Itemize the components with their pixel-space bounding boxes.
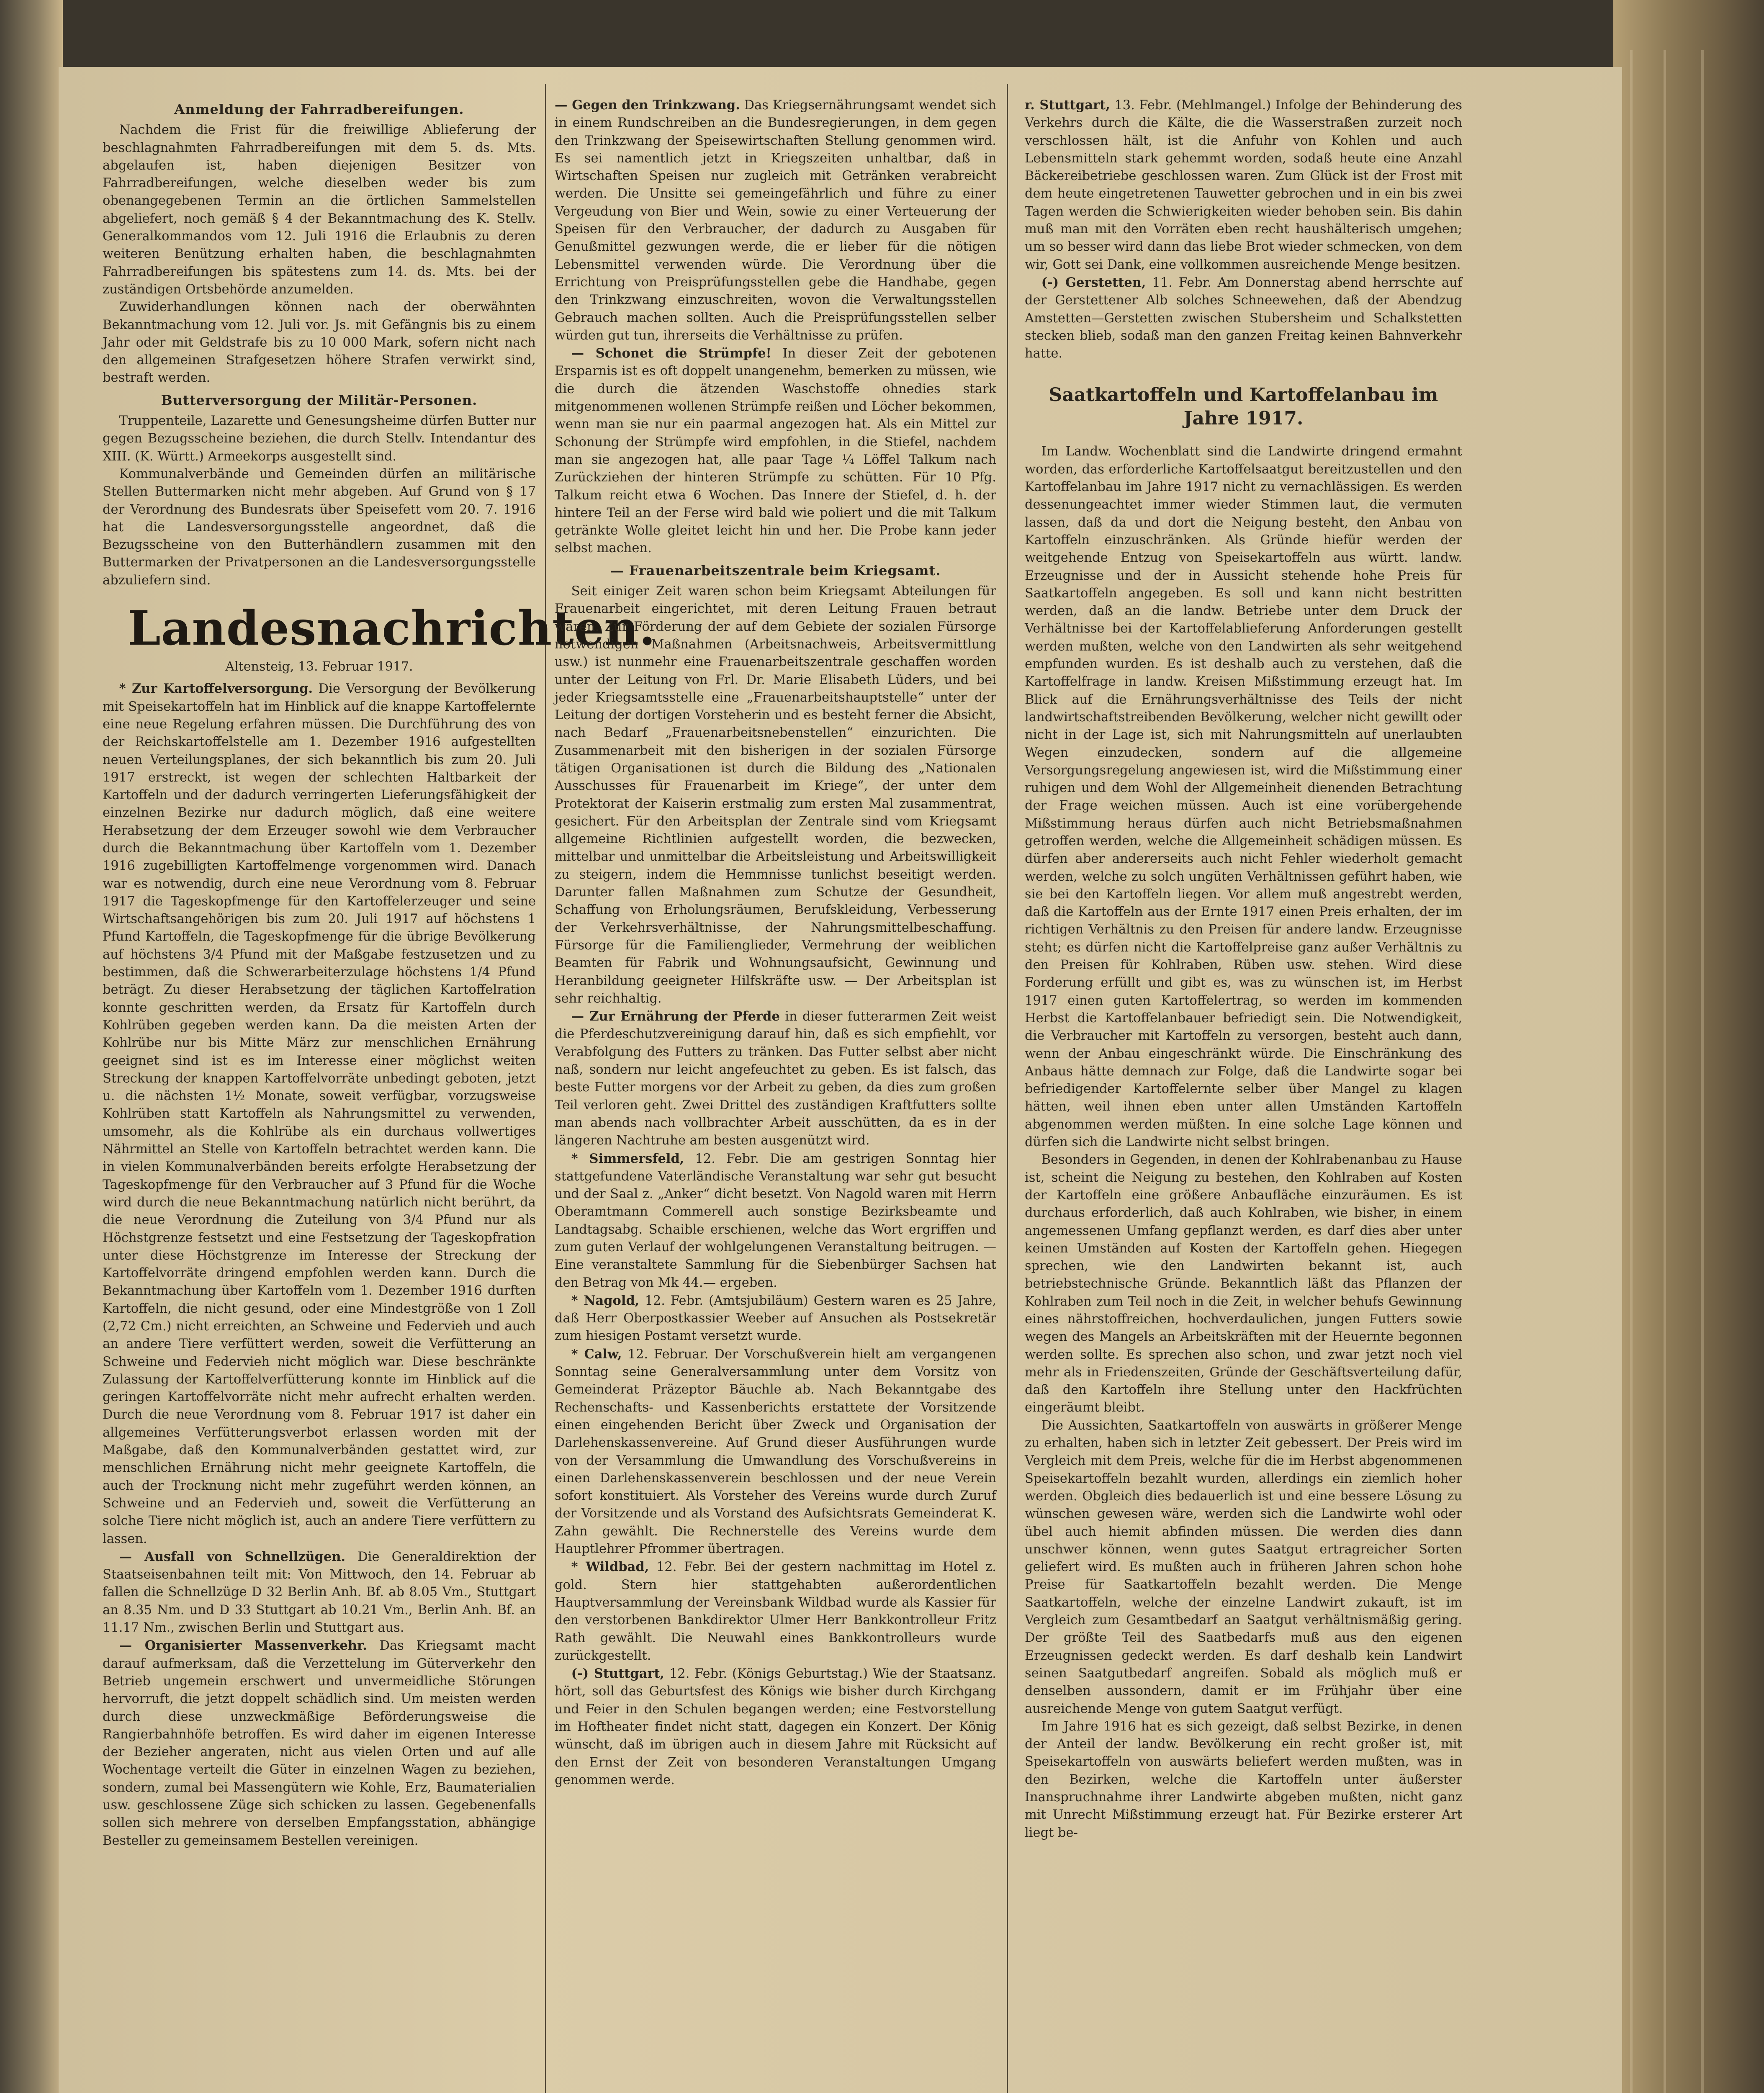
article-text: 12. Febr. (Königs Geburtstag.) Wie der Staatsanz. hört, soll das Geburtsfest des Königs wie bisher durch Kirchgang und Feier in den Schulen begangen werden; eine Festvorstellung im Hoftheater findet nicht statt, dagegen ein Konzert. Der König wünscht, daß im übrigen auch in diesem Jahre mit Rücksicht auf den Ernst der Zeit von besonderen Veranstaltungen Umgang genommen werde. xyxy=(555,1666,996,1787)
column-rule xyxy=(1007,84,1008,2093)
article-text: 12. Februar. Der Vorschußverein hielt am vergangenen Sonntag seine Generalversammlung unter dem Vorsitz von Gemeinderat Präzeptor Bäuchle ab. Nach Bekanntgabe des Rechenschafts- und Kassenberichts erstattete der Vorsitzende einen eingehenden Bericht über Zweck und Organisation der Darlehenskassenvereine. Auf Grund dieser Ausführungen wurde von der Versammlung die Umwandlung des Vorschußvereins in einen Darlehenskassenverein beschlossen und der neue Verein sofort konstituiert. Als Vorsteher des Vereins wurde durch Zuruf der Vorsitzende und als Vorstand des Aufsichtsrats Gemeinderat K. Zahn gewählt. Die Rechnerstelle des Vereins wurde dem Hauptlehrer Pfrommer übertragen. xyxy=(555,1347,996,1557)
paragraph: Besonders in Gegenden, in denen der Kohlrabenanbau zu Hause ist, scheint die Neigung zu bestehen, den Kohlraben auf Kosten der Kartoffeln eine größere Anbaufläche einzuräumen. Es ist durchaus erforderlich, daß auch Kohlraben, wie bisher, in einem angemessenen Umfang gepflanzt werden, es darf dies aber unter keinen Umständen auf Kosten der Kartoffeln gehen. Hiegegen sprechen, wie den Landwirten bekannt ist, auch betriebstechnische Gründe. Bekanntlich läßt das Pflanzen der Kohlraben zum Teil noch in die Zeit, in welcher behufs Gewinnung eines nährstoffreichen, hochverdaulichen, jungen Futters sowie wegen des Mangels an Arbeitskräften mit der Heuernte begonnen werden sollte. Es sprechen also schon, und zwar jetzt noch viel mehr als in Friedenszeiten, Gründe der Geschäftsverteilung dafür, daß den Kartoffeln ihre Stellung unter den Hackfrüchten eingeräumt bleibt. xyxy=(1025,1152,1462,1415)
column-3 xyxy=(1025,96,1462,1842)
paragraph: Im Landw. Wochenblatt sind die Landwirte dringend ermahnt worden, das erforderliche Kartoffelsaatgut bereitzustellen und den Kartoffelanbau im Jahre 1917 nicht zu vernachlässigen. Es werden dessenungeachtet immer wieder Stimmen laut, die vermuten lassen, daß da und dort die Neigung besteht, den Anbau von Kartoffeln einzuschränken. Als Gründe hiefür werden der weitgehende Entzug von Speisekartoffeln aus württ. landw. Erzeugnisse und der in Aussicht stehende hohe Preis für Saatkartoffeln angegeben. Es soll und kann nicht bestritten werden, daß an die landw. Betriebe unter dem Druck der Verhältnisse bei der Kartoffelablieferung Anforderungen gestellt werden mußten, welche von den Landwirten als sehr weitgehend empfunden wurden. Es ist deshalb auch zu verstehen, daß die Kartoffelfrage in landw. Kreisen Mißstimmung erzeugt hat. Im Blick auf die Ernährungsverhältnisse des Teils der nicht landwirtschaftstreibenden Bevölkerung, welcher nicht gewillt oder nicht in der Lage ist, sich mit Nahrungsmitteln auf unerlaubten Wegen einzudecken, sondern auf die allgemeine Versorgungsregelung angewiesen ist, wird die Mißstimmung einer ruhigen und dem Wohl der Allgemeinheit dienenden Betrachtung der Frage weichen müssen. Auch ist eine vorübergehende Mißstimmung heraus dürfen auch nicht Betriebsmaßnahmen getroffen werden, welche die Allgemeinheit schädigen müssen. Es dürfen aber andererseits auch nicht Fehler wiederholt gemacht werden, welche zu solch ungüten Verhältnissen geführt haben, wie sie bei den Kartoffeln liegen. Vor allem muß angestrebt werden, daß die Kartoffeln aus der Ernte 1917 einen Preis erhalten, der im richtigen Verhältnis zu den Preisen für andere landw. Erzeugnisse steht; es dürfen nicht die Kartoffelpreise ganz außer Verhältnis zu den Preisen für Kohlraben, Rüben usw. stehen. Wird diese Forderung erfüllt und gibt es, was zu wünschen ist, im Herbst 1917 einen guten Kartoffelertrag, so werden im kommenden Herbst die Kartoffelanbauer befriedigt sein. Die Notwendigkeit, die Verbraucher mit Kartoffeln zu versorgen, besteht auch dann, wenn der Anbau eingeschränkt würde. Die Einschränkung des Anbaus hätte demnach zur Folge, daß die Landwirte sogar bei befriedigender Kartoffelernte selber über Mangel zu klagen hätten, weil ihnen eben unter allen Umständen Kartoffeln abgenommen werden müßten. In eine solche Lage können und dürfen sich die Landwirte nicht selbst bringen. xyxy=(1025,444,1462,1150)
page-edge-line xyxy=(1664,50,1666,2093)
article-text: 12. Febr. (Amtsjubiläum) Gestern waren es 25 Jahre, daß Herr Oberpostkassier Weeber auf Ansuchen als Postsekretär zum hiesigen Postamt versetzt wurde. xyxy=(555,1293,996,1344)
paragraph: Nachdem die Frist für die freiwillige Ablieferung der beschlagnahmten Fahrradbereifungen mit dem 5. ds. Mts. abgelaufen ist, haben diejenigen Besitzer von Fahrradbereifungen, welche dieselben weder bis zum obenangegebenen Termin an die örtlichen Sammelstellen abgeliefert, noch gemäß § 4 der Bekanntmachung des K. Stellv. Generalkommandos vom 12. Juli 1916 die Erlaubnis zu deren weiteren Benützung erhalten haben, die beschlagnahmten Fahrradbereifungen bis spätestens zum 14. ds. Mts. bei der zuständigen Ortsbehörde anzumelden. xyxy=(103,123,536,297)
heading-struempfe: — Schonet die Strümpfe! xyxy=(571,346,771,361)
article-place: (-) Stuttgart, xyxy=(571,1666,665,1682)
article-place: * Calw, xyxy=(571,1346,622,1362)
article-text: In dieser Zeit der gebotenen Ersparnis ist es oft doppelt unangenehm, bemerken zu müssen, wie die durch die ätzenden Waschstoffe ohnedies stark mitgenommenen wollenen Strümpfe reißen und Löcher bekommen, wenn man sie nur ein paarmal angezogen hat. Als ein Mittel zur Schonung der Strümpfe wird empfohlen, in die Stiefel, nachdem man sie angezogen hat, alle paar Tage ¼ Löffel Talkum nach Zurückziehen der hinteren Strümpfe zu schütten. Für 10 Pfg. Talkum reicht etwa 6 Wochen. Das Innere der Stiefel, d. h. der hintere Teil an der Ferse wird bald wie poliert und die mit Talkum getränkte Wolle gleitet leicht hin und her. Die Probe kann jeder selbst machen. xyxy=(555,346,997,556)
article-place: r. Stuttgart, xyxy=(1025,98,1110,113)
article-text: Das Kriegsernährungsamt wendet sich in einem Rundschreiben an die Bundesregierungen, in dem gegen den Trinkzwang der Speisewirtschaften Stellung genommen wird. Es sei namentlich jetzt in Kriegszeiten unhaltbar, daß in Wirtschaften Speisen nur zugleich mit Getränken verabreicht werden. Die Unsitte sei gemeingefährlich und führe zu einer Vergeudung von Bier und Wein, sowie zu einer Verteuerung der Speisen für den Verbraucher, der dadurch zu Ausgaben für Genußmittel gezwungen werde, die er lieber für die nötigen Lebensmittel verwenden würde. Die Verordnung über die Errichtung von Preisprüfungsstellen gebe die Handhabe, gegen den Trinkzwang einzuschreiten, wovon die Verwaltungsstellen Gebrauch machen sollten. Auch die Preisprüfungsstellen selber würden gut tun, ihrerseits die Verhältnisse zu prüfen. xyxy=(555,98,996,343)
heading-butterversorgung: Butterversorgung der Militär-Personen. xyxy=(161,392,478,408)
paragraph: Die Aussichten, Saatkartoffeln von auswärts in größerer Menge zu erhalten, haben sich in letzter Zeit gebessert. Der Preis wird im Vergleich mit dem Preis, welche für die im Herbst abgenommenen Speisekartoffeln bezahlt wurden, allerdings ein ziemlich hoher werden. Obgleich dies bedauerlich ist und eine bessere Lösung zu wünschen gewesen wäre, werden sich die Landwirte wohl oder übel auch hiemit abfinden müssen. Die werden dies dann unschwer können, wenn gutes Saatgut ertragreicher Sorten geliefert wird. Es mußten auch in früheren Jahren schon hohe Preise für Saatkartoffeln bezahlt werden. Die Menge Saatkartoffeln, welche der einzelne Landwirt zukauft, ist im Vergleich zum Gesamtbedarf an Saatgut verhältnismäßig gering. Der größte Teil des Saatbedarfs muß aus den eigenen Erzeugnissen gedeckt werden. Es darf deshalb kein Landwirt seinen Saatgutbedarf angreifen. Sobald als möglich muß er denselben aussondern, damit er im Frühjahr über eine ausreichende Menge von gutem Saatgut verfügt. xyxy=(1025,1418,1462,1716)
paragraph: Zuwiderhandlungen können nach der oberwähnten Bekanntmachung vom 12. Juli vor. Js. mit Gefängnis bis zu einem Jahr oder mit Geldstrafe bis zu 10 000 Mark, sofern nicht nach den allgemeinen Strafgesetzen höhere Strafen verwirkt sind, bestraft werden. xyxy=(103,300,536,386)
column-rule xyxy=(545,84,546,2093)
article-keyword: — Organisierter Massenverkehr. xyxy=(119,1638,367,1653)
paragraph: Kommunalverbände und Gemeinden dürfen an militärische Stellen Buttermarken nicht mehr abgeben. Auf Grund von § 17 der Verordnung des Bundesrats über Speisefett vom 20. 7. 1916 hat die Landesversorgungsstelle angeordnet, daß die Bezugsscheine von den Butterhändlern zusammen mit den Buttermarken der Privatpersonen an die Landesversorgungsstelle abzuliefern sind. xyxy=(103,466,536,588)
article-text: 12. Febr. Bei der gestern nachmittag im Hotel z. gold. Stern hier stattgehabten außerordentlichen Hauptversammlung der Vereinsbank Wildbad wurde als Kassier für den verstorbenen Bankdirektor Ulmer Herr Bankkontrolleur Fritz Rath gewählt. Die Neuwahl eines Bankkontrolleurs wurde zurückgestellt. xyxy=(555,1560,996,1663)
column-2 xyxy=(555,96,996,1789)
page-edge-line xyxy=(1701,50,1704,2093)
section-title-landesnachrichten: Landesnachrichten. xyxy=(128,601,656,656)
article-text: Das Kriegsamt macht darauf aufmerksam, daß die Verzettelung im Güterverkehr den Betrieb ungemein erschwert und unvermeidliche Störungen hervorruft, die jetzt doppelt schädlich sind. Um meisten werden durch diese unzweckmäßige Beförderungsweise die Rangierbahnhöfe betroffen. Es wird daher im eigenen Interesse der Bezieher angeraten, nicht aus vielen Orten und auf alle Wochentage verteilt die Güter in einzelnen Wagen zu beziehen, sondern, zumal bei Massengütern wie Kohle, Erz, Baumaterialien usw. geschlossene Züge sich schicken zu lassen. Gegebenenfalls sollen sich mehrere von derselben Empfangsstation, abhängige Besteller zu gemeinsamem Bestellen vereinigen. xyxy=(103,1638,536,1848)
heading-kartoffelversorgung: * Zur Kartoffelversorgung. xyxy=(119,681,313,697)
article-place: * Simmersfeld, xyxy=(571,1151,684,1166)
article-keyword: — Ausfall von Schnellzügen. xyxy=(119,1549,346,1564)
article-place: * Nagold, xyxy=(571,1293,640,1308)
article-place: (-) Gerstetten, xyxy=(1041,275,1146,290)
page-edge-stack xyxy=(1613,0,1764,2093)
dateline: Altensteig, 13. Februar 1917. xyxy=(225,659,413,674)
article-text: 13. Febr. (Mehlmangel.) Infolge der Behinderung des Verkehrs durch die Kälte, die die Wasserstraßen zurzeit noch verschlossen hält, ist die Anfuhr von Kohlen und auch Lebensmitteln stark gehemmt worden, sodaß heute eine Anzahl Bäckereibetriebe geschlossen waren. Zum Glück ist der Frost mit dem heute eingetretenen Tauwetter gebrochen und in ein bis zwei Tagen werden die Schwierigkeiten wieder behoben sein. Bis dahin muß man mit den Vorräten eben recht haushälterisch umgehen; um so besser wird dann das liebe Brot wieder schmecken, von dem wir, Gott sei Dank, eine vollkommen ausreichende Menge besitzen. xyxy=(1025,98,1462,272)
heading-fahrradbereifungen: Anmeldung der Fahrradbereifungen. xyxy=(174,101,464,117)
page-edge-line xyxy=(1630,50,1633,2093)
paragraph: Im Jahre 1916 hat es sich gezeigt, daß selbst Bezirke, in denen der Anteil der landw. Bevölkerung ein recht großer ist, mit Speisekartoffeln von auswärts beliefert werden mußten, was in den Bezirken, welche die Kartoffeln unter äußerster Inanspruchnahme ihrer Landwirte abgeben mußten, nicht ganz mit Unrecht Mißstimmung erzeugt hat. Für Bezirke ersterer Art liegt be- xyxy=(1025,1719,1462,1840)
paragraph: Seit einiger Zeit waren schon beim Kriegsamt Abteilungen für Frauenarbeit eingerichtet, mit deren Leitung Frauen betraut waren. Zur Förderung der auf dem Gebiete der sozialen Fürsorge notwendigen Maßnahmen (Arbeitsnachweis, Arbeitsvermittlung usw.) ist nunmehr eine Frauenarbeitszentrale geschaffen worden unter der Leitung von Frl. Dr. Marie Elisabeth Lüders, und bei jeder Kriegsamtsstelle eine „Frauenarbeitshauptstelle“ unter der Leitung der dortigen Vorsteherin und es besteht ferner die Absicht, nach Bedarf „Frauenarbeitsnebenstellen“ einzurichten. Die Zusammenarbeit mit den bisherigen in der sozialen Fürsorge tätigen Organisationen ist durch die Bildung des „Nationalen Ausschusses für Frauenarbeit im Kriege“, der unter dem Protektorat der Kaiserin erstmalig zum ersten Mal zusammentrat, gesichert. Für den Arbeitsplan der Zentrale sind vom Kriegsamt allgemeine Richtlinien aufgestellt worden, die bezwecken, mittelbar und unmittelbar die Arbeitsleistung und Arbeitswilligkeit zu steigern, indem die Hemmnisse tunlichst beseitigt werden. Darunter fallen Maßnahmen zum Schutze der Gesundheit, Schaffung von Erholungsräumen, Berufskleidung, Verbesserung der Verkehrsverhältnisse, der Nahrungsmittelbeschaffung. Fürsorge für die Familienglieder, Vermehrung der weiblichen Beamten für Fabrik und Wohnungsaufsicht, Gewinnung und Heranbildung geeigneter Hilfskräfte usw. — Der Arbeitsplan ist sehr reichhaltig. xyxy=(555,584,996,1006)
article-text: in dieser futterarmen Zeit weist die Pferdeschutzvereinigung darauf hin, daß es sich empfiehlt, vor Verabfolgung des Futters zu tränken. Das Futter selbst aber nicht naß, sondern nur leicht angefeuchtet zu geben. Es ist falsch, das beste Futter morgens vor der Arbeit zu geben, da dies zum großen Teil verloren geht. Zwei Drittel des zuständigen Kraftfutters sollte man abends nach vollbrachter Arbeit ausschütten, da es in der längeren Nachtruhe am besten ausgenützt wird. xyxy=(555,1009,996,1148)
heading-saatkartoffeln: Saatkartoffeln und Kartoffelanbau im Jahre 1917. xyxy=(1049,384,1438,429)
newspaper-page xyxy=(59,67,1622,2093)
heading-pferde: — Zur Ernährung der Pferde xyxy=(571,1009,780,1024)
paragraph: Truppenteile, Lazarette und Genesungsheime dürfen Butter nur gegen Bezugsscheine beziehen, die durch Stellv. Intendantur des XIII. (K. Württ.) Armeekorps ausgestellt sind. xyxy=(103,414,536,464)
article-text: Die Generaldirektion der Staatseisenbahnen teilt mit: Von Mittwoch, den 14. Februar ab fallen die Schnellzüge D 32 Berlin Anh. Bf. ab 8.05 Vm., Stuttgart an 8.35 Nm. und D 33 Stuttgart ab 10.21 Vm., Berlin Anh. Bf. an 11.17 Nm., zwischen Berlin und Stuttgart aus. xyxy=(103,1549,536,1635)
article-place: * Wildbad, xyxy=(571,1559,649,1575)
heading-trinkzwang: — Gegen den Trinkzwang. xyxy=(555,98,740,113)
heading-frauenarbeitszentrale: — Frauenarbeitszentrale beim Kriegsamt. xyxy=(610,562,941,579)
article-text: 12. Febr. Die am gestrigen Sonntag hier stattgefundene Vaterländische Veranstaltung war sehr gut besucht und der Saal z. „Anker“ dicht besetzt. Von Nagold waren mit Herrn Oberamtmann Commerell auch sonstige Bezirksbeamte und Landtagsabg. Schaible erschienen, welche das Wort ergriffen und zum guten Verlauf der wohlgelungenen Veranstaltung beitrugen. — Eine veranstaltete Sammlung für die Siebenbürger Sachsen hat den Betrag von Mk 44.— ergeben. xyxy=(555,1151,996,1290)
article-text: Die Versorgung der Bevölkerung mit Speisekartoffeln hat im Hinblick auf die knappe Kartoffelernte eine neue Regelung erfahren müssen. Die Durchführung des von der Reichskartoffelstelle am 1. Dezember 1916 aufgestellten neuen Verteilungsplanes, der sich bekanntlich bis zum 20. Juli 1917 erstreckt, ist wegen der schlechten Haltbarkeit der Kartoffeln und der dadurch verringerten Lieferungsfähigkeit der einzelnen Bezirke nur dadurch möglich, daß eine weitere Herabsetzung der dem Erzeuger sowohl wie dem Verbraucher durch die Bekanntmachung über Kartoffeln vom 1. Dezember 1916 zugebilligten Kartoffelmenge vorgenommen wird. Danach war es notwendig, durch eine neue Verordnung vom 8. Februar 1917 die Tageskopfmenge für den Kartoffelerzeuger und seine Wirtschaftsangehörigen bis zum 20. Juli 1917 auf höchstens 1 Pfund Kartoffeln, die Tageskopfmenge für die übrige Bevölkerung auf höchstens 3/4 Pfund mit der Maßgabe festzusetzen und zu bestimmen, daß die Schwerarbeiterzulage höchstens 1/4 Pfund beträgt. Zu dieser Herabsetzung der täglichen Kartoffelration konnte geschritten werden, da Ersatz für Kartoffeln durch Kohlrüben gegeben werden kann. Da die meisten Arten der Kohlrübe nur bis Mitte März zur menschlichen Ernährung geeignet sind ist es im Interesse einer möglichst weiten Streckung der knappen Kartoffelvorräte unbedingt geboten, jetzt u. die nächsten 1½ Monate, soweit verfügbar, vorzugsweise Kohlrüben statt Kartoffeln als Nahrungsmittel zu verwenden, umsomehr, als die Kohlrübe als ein durchaus vollwertiges Nährmittel an Stelle von Kartoffeln betrachtet werden kann. Die in vielen Kommunalverbänden bereits erfolgte Herabsetzung der Tageskopfmenge für den Verbraucher auf 3 Pfund für die Woche wird durch die neue Bekanntmachung natürlich nicht berührt, da die neue Verordnung die Zuteilung von 3/4 Pfund nur als Höchstgrenze festsetzt und eine Festsetzung der Tageskopfration unter diese Höchstgrenze im Interesse der Streckung der Kartoffelvorräte dringend empfohlen werden kann. Durch die Bekanntmachung über Kartoffeln vom 1. Dezember 1916 durften Kartoffeln, die nicht gesund, oder eine Mindestgröße von 1 Zoll (2,72 Cm.) nicht erreichten, an Schweine und Federvieh und auch an andere Tiere verfüttert werden, soweit die Verfütterung an Schweine und Federvieh nicht möglich war. Diese beschränkte Zulassung der Kartoffelverfütterung konnte im Hinblick auf die geringen Kartoffelvorräte nicht mehr aufrecht erhalten werden. Durch die neue Verordnung vom 8. Februar 1917 ist daher ein allgemeines Verfütterungsverbot erlassen worden mit der Maßgabe, daß den Kommunalverbänden gestattet wird, zur menschlichen Ernährung nicht mehr geeignete Kartoffeln, die auch der Trocknung nicht mehr zugeführt werden können, an Schweine und an Federvieh und, soweit die Verfütterung an solche Tiere nicht möglich ist, auch an andere Tiere verfüttern zu lassen. xyxy=(103,681,536,1546)
article-text: 11. Febr. Am Donnerstag abend herrschte auf der Gerstettener Alb solches Schneewehen, daß der Abendzug Amstetten—Gerstetten zwischen Stubersheim und Schalkstetten stecken blieb, sodaß man den ganzen Freitag keinen Bahnverkehr hatte. xyxy=(1025,275,1463,361)
book-binding xyxy=(0,0,63,2093)
